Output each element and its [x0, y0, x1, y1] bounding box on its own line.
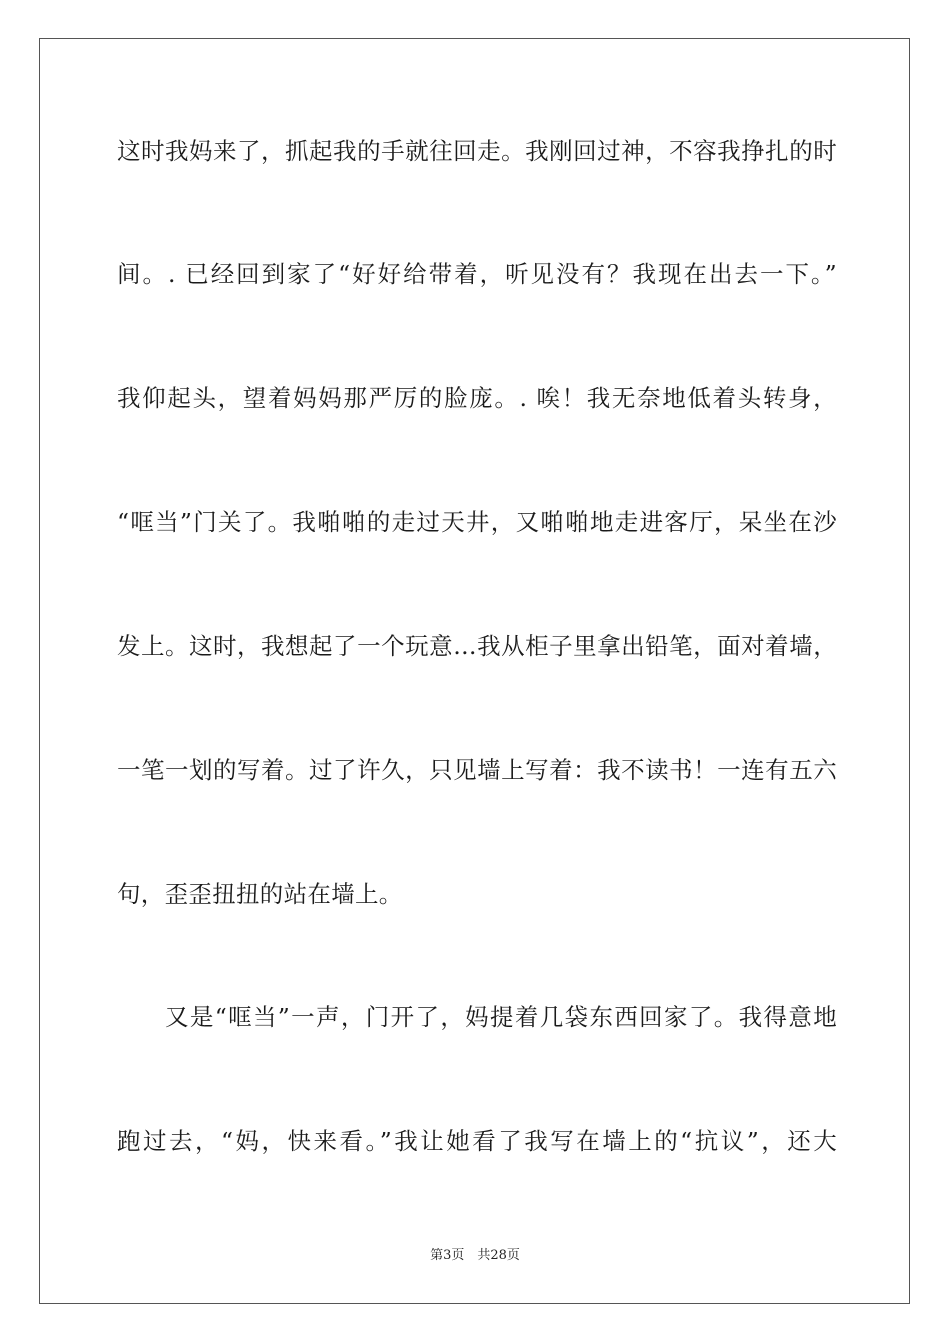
text-line-6: 一笔一划的写着。过了许久，只见墙上写着：我不读书！一连有五六 [117, 756, 837, 784]
text-line-5: 发上。这时，我想起了一个玩意…我从柜子里拿出铅笔，面对着墙， [117, 632, 837, 660]
text-line-7: 句，歪歪扭扭的站在墙上。 [117, 880, 403, 908]
text-line-3: 我仰起头，望着妈妈那严厉的脸庞。. 唉！我无奈地低着头转身， [117, 384, 837, 412]
page-border [39, 38, 910, 1304]
text-line-8-indented: 又是“哐当”一声，门开了，妈提着几袋东西回家了。我得意地 [165, 1003, 837, 1031]
text-line-4: “哐当”门关了。我啪啪的走过天井，又啪啪地走进客厅，呆坐在沙 [117, 508, 837, 536]
text-line-2: 间。. 已经回到家了“好好给带着，听见没有？我现在出去一下。” [117, 260, 837, 288]
text-line-1: 这时我妈来了，抓起我的手就往回走。我刚回过神，不容我挣扎的时 [117, 137, 837, 165]
text-line-9: 跑过去，“妈，快来看。”我让她看了我写在墙上的“抗议”，还大 [117, 1127, 837, 1155]
page-number-footer: 第3页 共28页 [430, 1248, 520, 1263]
